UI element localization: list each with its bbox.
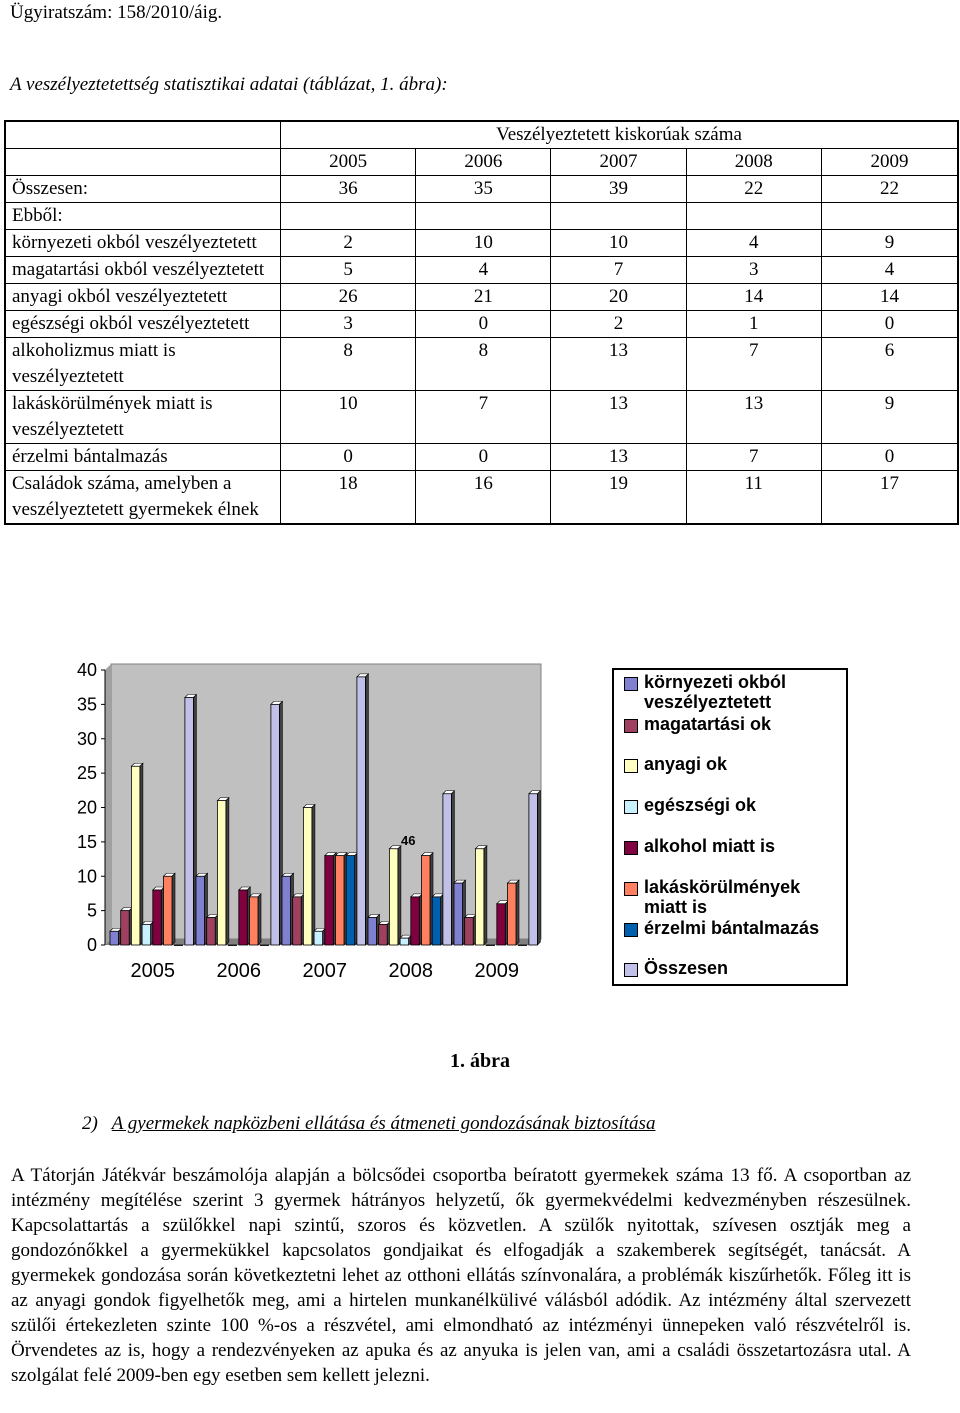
row-value: 4: [686, 230, 821, 257]
legend-item: [624, 672, 839, 712]
intro-line: A veszélyeztetettség statisztikai adatai (táblázat, 1. ábra):: [10, 74, 448, 95]
legend-label: egészségi ok: [644, 795, 757, 815]
row-value: 7: [416, 391, 551, 444]
table-title: Veszélyeztetett kiskorúak száma: [281, 121, 959, 149]
bar: [282, 876, 291, 945]
bar: [465, 918, 474, 946]
row-label: anyagi okból veszélyeztetett: [5, 284, 281, 311]
bar: [379, 924, 388, 945]
y-tick-label: 0: [86, 935, 97, 955]
chart-legend: [612, 668, 848, 986]
bar: [207, 918, 216, 946]
legend-swatch: [624, 719, 638, 733]
row-value: 21: [416, 284, 551, 311]
bar: [142, 924, 151, 945]
row-label: Családok száma, amelyben a veszélyeztetett gyermekek élnek: [5, 471, 281, 525]
table-row: [5, 444, 958, 471]
bar: [250, 897, 259, 945]
legend-item: [624, 958, 839, 978]
legend-swatch: [624, 923, 638, 937]
legend-label: lakáskörülmények miatt is: [644, 877, 801, 917]
row-value: 8: [281, 338, 416, 391]
row-label: érzelmi bántalmazás: [5, 444, 281, 471]
x-tick-label: 2006: [216, 960, 262, 982]
x-tick-label: 2005: [130, 960, 176, 982]
legend-swatch: [624, 882, 638, 896]
y-tick-label: 30: [76, 728, 97, 749]
bar-side: [312, 805, 315, 946]
row-value: 18: [281, 471, 416, 525]
row-value: 14: [821, 284, 958, 311]
bar: [336, 856, 345, 945]
row-value: 7: [551, 257, 686, 284]
row-value: 16: [416, 471, 551, 525]
bar: [454, 883, 463, 945]
row-value: 22: [686, 176, 821, 203]
legend-item: [624, 795, 839, 815]
x-tick-label: 2009: [474, 960, 520, 982]
bar-side: [537, 791, 540, 945]
bar: [486, 945, 495, 946]
legend-item: [624, 754, 839, 774]
bar: [346, 856, 355, 945]
legend-label: érzelmi bántalmazás: [644, 918, 820, 938]
row-value: [416, 203, 551, 230]
section-number: 2): [82, 1113, 98, 1134]
row-value: 3: [686, 257, 821, 284]
row-value: 2: [281, 230, 416, 257]
year-header: 2005: [281, 149, 416, 176]
year-header: 2006: [416, 149, 551, 176]
x-tick-label: 2008: [388, 960, 434, 982]
legend-item: [624, 714, 839, 734]
legend-label: alkohol miatt is: [644, 836, 776, 856]
y-tick-label: 10: [76, 866, 97, 887]
legend-swatch: [624, 759, 638, 773]
row-value: 0: [821, 311, 958, 338]
bar: [217, 801, 226, 945]
bar: [239, 890, 248, 945]
row-label: lakáskörülmények miatt is veszélyeztetett: [5, 391, 281, 444]
table-row: [5, 311, 958, 338]
bar: [529, 794, 538, 945]
bar: [293, 897, 302, 945]
row-value: 10: [281, 391, 416, 444]
table-corner-cell: [5, 149, 281, 176]
row-value: 8: [416, 338, 551, 391]
table-row: [5, 176, 958, 203]
table-row: [5, 284, 958, 311]
row-label: Összesen:: [5, 176, 281, 203]
y-tick-label: 20: [76, 797, 97, 818]
row-label: magatartási okból veszélyeztetett: [5, 257, 281, 284]
legend-swatch: [624, 677, 638, 691]
bar: [303, 808, 312, 946]
row-value: [551, 203, 686, 230]
row-value: 9: [821, 230, 958, 257]
bar: [314, 931, 323, 945]
row-value: 4: [416, 257, 551, 284]
bar-side: [226, 798, 229, 945]
bar: [325, 856, 334, 945]
table-row: [5, 203, 958, 230]
bar: [475, 849, 484, 945]
year-header: 2007: [551, 149, 686, 176]
body-paragraph: A Tátorján Játékvár beszámolója alapján a bölcsődei csoportba beíratott gyermekek száma 13 fő. A csoportban az intézmény megítélése szerint 3 gyermek hátrányos helyzetű, ők gyermekvédelmi kedvezményben részesülnek. Kapcsolattartás a szülőkkel napi szintű, szoros és közvetlen. A szülők nyitottak, szívesen osztják meg a gondozónőkkel a gyermekükkel kapcsolatos gondjaikat és elfogadják a szakemberek segítségét, tanácsát. A gyermekek gondozása során következtetni lehet az otthoni ellátás színvonalára, a problémák kiszűrhetők. Főleg itt is az anyagi gondok figyelhetők meg, ami a hirtelen munkanélkülivé válásból adódik. Az intézmény által szervezett szülői értekezleten szinte 100 %-os a részvétel, ami elmondható az intézményi ünnepeken való részvételről is. Örvendetes az is, hogy a rendezvényeken az apuka és az anyuka is jelen van, ami a családi összetartozásra utal. A szolgálat felé 2009-ben egy esetben sem kellett jelezni.: [11, 1165, 911, 1386]
bar: [400, 938, 409, 945]
year-header: 2008: [686, 149, 821, 176]
row-value: 36: [281, 176, 416, 203]
y-tick-label: 40: [76, 660, 97, 680]
legend-label: magatartási ok: [644, 714, 772, 734]
section-title: A gyermekek napközbeni ellátása és átmeneti gondozásának biztosítása: [111, 1113, 656, 1134]
row-value: 13: [551, 391, 686, 444]
row-value: 4: [821, 257, 958, 284]
bar: [497, 904, 506, 945]
legend-item: [624, 836, 839, 856]
legend-swatch: [624, 841, 638, 855]
row-value: 35: [416, 176, 551, 203]
bar: [131, 766, 140, 945]
row-value: 2: [551, 311, 686, 338]
table-year-row: [5, 149, 958, 176]
row-value: 22: [821, 176, 958, 203]
bar-side: [365, 674, 368, 945]
chart-side-wall: [105, 664, 111, 945]
legend-label: környezeti okból veszélyeztetett: [644, 672, 787, 712]
row-value: 3: [281, 311, 416, 338]
bar: [389, 849, 398, 945]
section-heading: [82, 1113, 655, 1135]
y-tick-label: 25: [76, 763, 97, 784]
row-label: Ebből:: [5, 203, 281, 230]
table-row: [5, 471, 958, 525]
y-tick-label: 15: [76, 831, 97, 852]
row-value: [281, 203, 416, 230]
legend-swatch: [624, 800, 638, 814]
figure-caption: 1. ábra: [450, 1050, 510, 1072]
row-value: 13: [551, 338, 686, 391]
row-value: 39: [551, 176, 686, 203]
legend-swatch: [624, 963, 638, 977]
row-value: 17: [821, 471, 958, 525]
row-value: 19: [551, 471, 686, 525]
statistics-table: [4, 120, 959, 525]
bar: [368, 918, 377, 946]
row-value: 0: [416, 444, 551, 471]
bar-side: [516, 880, 519, 945]
bar: [422, 856, 431, 945]
bar: [518, 945, 527, 946]
bar-side: [258, 894, 261, 945]
y-tick-label: 5: [86, 900, 97, 921]
bar: [411, 897, 420, 945]
bar: [271, 704, 280, 945]
bar: [508, 883, 517, 945]
bar: [110, 931, 119, 945]
bar: [443, 794, 452, 945]
row-value: 10: [551, 230, 686, 257]
row-value: 13: [686, 391, 821, 444]
bar-side: [172, 873, 175, 945]
row-value: 9: [821, 391, 958, 444]
legend-item: [624, 918, 839, 938]
row-label: alkoholizmus miatt is veszélyeztetett: [5, 338, 281, 391]
bar: [153, 890, 162, 945]
row-value: 0: [281, 444, 416, 471]
row-value: 26: [281, 284, 416, 311]
row-value: 0: [821, 444, 958, 471]
chart-annotation: 46: [401, 832, 416, 848]
table-title-row: [5, 121, 958, 149]
table-row: [5, 230, 958, 257]
row-value: 1: [686, 311, 821, 338]
row-value: 7: [686, 338, 821, 391]
row-value: 10: [416, 230, 551, 257]
row-label: egészségi okból veszélyeztetett: [5, 311, 281, 338]
x-tick-label: 2007: [302, 960, 348, 982]
bar: [228, 945, 237, 946]
row-value: 7: [686, 444, 821, 471]
row-value: 14: [686, 284, 821, 311]
bar-side: [484, 846, 487, 945]
document-reference: Ügyiratszám: 158/2010/áig.: [10, 2, 223, 23]
bar: [260, 945, 269, 946]
row-label: környezeti okból veszélyeztetett: [5, 230, 281, 257]
table-corner-cell: [5, 121, 281, 149]
table-row: [5, 257, 958, 284]
bar: [196, 876, 205, 945]
row-value: 5: [281, 257, 416, 284]
row-value: [686, 203, 821, 230]
legend-label: anyagi ok: [644, 754, 728, 774]
bar: [185, 698, 194, 946]
table-row: [5, 338, 958, 391]
year-header: 2009: [821, 149, 958, 176]
bar: [432, 897, 441, 945]
bar: [164, 876, 173, 945]
legend-label: Összesen: [644, 958, 729, 978]
row-value: 11: [686, 471, 821, 525]
row-value: 20: [551, 284, 686, 311]
bar-side: [140, 763, 143, 945]
bar-side: [398, 846, 401, 945]
row-value: 0: [416, 311, 551, 338]
bar: [174, 945, 183, 946]
row-value: [821, 203, 958, 230]
row-value: 6: [821, 338, 958, 391]
bar: [121, 911, 130, 945]
table-row: [5, 391, 958, 444]
y-tick-label: 35: [76, 694, 97, 715]
bar: [357, 677, 366, 945]
legend-item: [624, 877, 839, 917]
row-value: 13: [551, 444, 686, 471]
